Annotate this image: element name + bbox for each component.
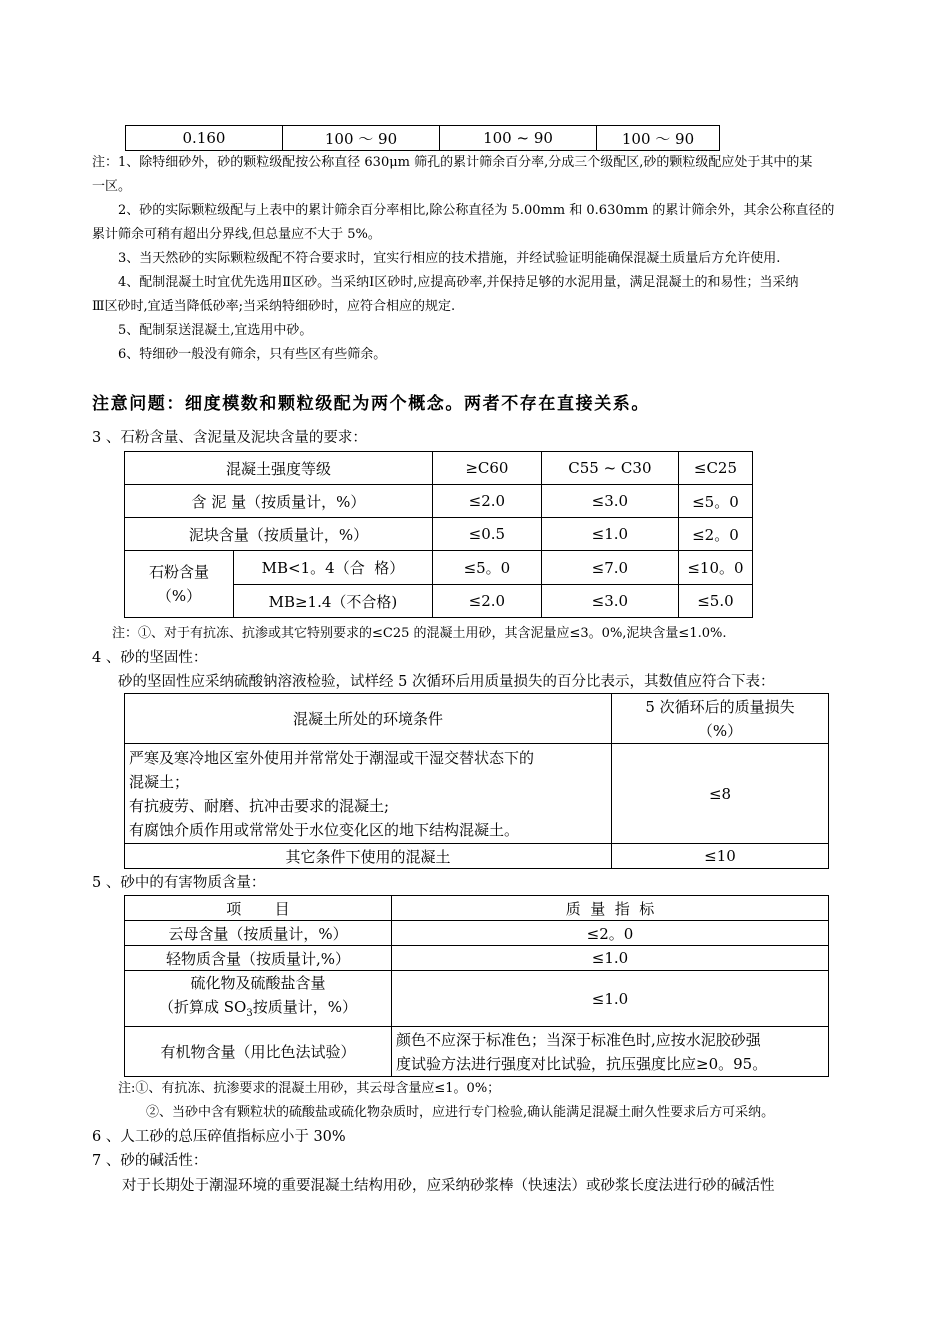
- table-row: [125, 694, 829, 744]
- env-line: 混凝土；: [129, 772, 190, 791]
- table-cell: ≤1.0: [392, 946, 829, 971]
- mud-label: 含 泥 量（按质量计，%）: [125, 485, 433, 518]
- harmful-substances-table: [124, 895, 829, 1077]
- sulfide-line: 硫化物及硫酸盐含量: [190, 974, 326, 992]
- table-row: [125, 551, 753, 585]
- note-line: 累计筛余可稍有超出分界线,但总量应不大于 5%。: [92, 227, 381, 242]
- sulfide-text-a: （折算成 SO: [159, 998, 247, 1016]
- stone-powder-unit: （%）: [156, 587, 202, 605]
- attention-heading: 注意问题：细度模数和颗粒级配为两个概念。两者不存在直接关系。: [92, 394, 650, 414]
- c55-c30-header: C55 ~ C30: [541, 452, 678, 485]
- table-cell: ≤1.0: [541, 518, 678, 551]
- table-cell: ≤2。0: [392, 921, 829, 946]
- section7-heading: 7 、砂的碱活性：: [92, 1153, 208, 1169]
- organic-label: 有机物含量（用比色法试验）: [125, 1027, 392, 1077]
- stone-powder-label-line: 石粉含量: [148, 563, 209, 581]
- table-row: [125, 1027, 829, 1077]
- note-line: 5、配制泵送混凝土,宜选用中砂。: [118, 323, 313, 338]
- sulfide-text-b: 按质量计，%）: [252, 998, 357, 1016]
- mb-fail-label: MB≥1.4（不合格): [234, 585, 433, 618]
- section3-note: 注：①、对于有抗冻、抗渗或其它特别要求的≤C25 的混凝土用砂，其含泥量应≤3。0%,泥块含量≤1.0%.: [112, 626, 727, 641]
- c60-header: ≥C60: [432, 452, 541, 485]
- env-line: 有抗疲劳、耐磨、抗冲击要求的混凝土;: [129, 796, 390, 815]
- table-cell: ≤0.5: [432, 518, 541, 551]
- mb-pass-label: MB<1。4（合 格）: [234, 551, 433, 585]
- organic-line: 度试验方法进行强度对比试验，抗压强度比应≥0。95。: [396, 1054, 768, 1073]
- organic-line: 颜色不应深于标准色；当深于标准色时,应按水泥胶砂强: [396, 1030, 761, 1049]
- loss-header: [612, 694, 829, 744]
- table-cell: ≤5。0: [432, 551, 541, 585]
- section5-note2: ②、当砂中含有颗粒状的硫酸盐或硫化物杂质时，应进行专门检验,确认能满足混凝土耐久性要求后方可采纳。: [146, 1105, 775, 1120]
- note-line: 6、特细砂一般没有筛余，只有些区有些筛余。: [118, 347, 387, 362]
- env-line: 严寒及寒冷地区室外使用并常常处于潮湿或干湿交替状态下的: [129, 748, 535, 767]
- sulfide-label: [125, 971, 392, 1027]
- sieve-size-cell: 0.160: [126, 126, 283, 151]
- table-cell: ≤3.0: [541, 585, 678, 618]
- table-row: [125, 844, 829, 869]
- table-row: [125, 971, 829, 1027]
- table-cell: ≤5。0: [678, 485, 752, 518]
- table-row: [125, 896, 829, 921]
- item-header: 项 目: [125, 896, 392, 921]
- table-cell: ≤7.0: [541, 551, 678, 585]
- table-cell: ≤10: [612, 844, 829, 869]
- grading-table: [125, 125, 720, 151]
- table-cell: ≤5.0: [678, 585, 752, 618]
- c25-header: ≤C25: [678, 452, 752, 485]
- grade-header: 混凝土强度等级: [125, 452, 433, 485]
- clay-lump-label: 泥块含量（按质量计，%）: [125, 518, 433, 551]
- light-matter-label: 轻物质含量（按质量计,%）: [125, 946, 392, 971]
- note-line: 注：1、除特细砂外，砂的颗粒级配按公称直径 630μm 筛孔的累计筛余百分率,分成三个级配区,砂的颗粒级配应处于其中的某: [92, 155, 813, 170]
- loss-header-line: 5 次循环后的质量损失: [645, 697, 795, 716]
- section5-heading: 5 、砂中的有害物质含量：: [92, 875, 266, 891]
- table-cell: ≤2。0: [678, 518, 752, 551]
- note-line: 2、砂的实际颗粒级配与上表中的累计筛余百分率相比,除公称直径为 5.00mm 和 0.630mm 的累计筛余外，其余公称直径的: [118, 203, 835, 218]
- section3-heading: 3 、石粉含量、含泥量及泥块含量的要求：: [92, 430, 367, 446]
- section4-intro: 砂的坚固性应采纳硫酸钠溶液检验，试样经 5 次循环后用质量损失的百分比表示，其数值应符合下表：: [118, 674, 775, 690]
- table-cell: ≤3.0: [541, 485, 678, 518]
- section5-note1: 注:①、有抗冻、抗渗要求的混凝土用砂，其云母含量应≤1。0%；: [118, 1081, 501, 1096]
- zone1-cell: 100 ～ 90: [283, 126, 440, 151]
- soundness-table: [124, 693, 829, 869]
- organic-value: [392, 1027, 829, 1077]
- severe-env-cell: [125, 744, 612, 844]
- table-row: [125, 518, 753, 551]
- section4-heading: 4 、砂的坚固性：: [92, 650, 208, 666]
- note-line: 3、当天然砂的实际颗粒级配不符合要求时，宜实行相应的技术措施，并经试验证明能确保混凝土质量后方允许使用.: [118, 251, 781, 266]
- note-line: 一区。: [92, 179, 132, 194]
- table-cell: ≤1.0: [392, 971, 829, 1027]
- other-env-cell: 其它条件下使用的混凝土: [125, 844, 612, 869]
- mud-content-table: [124, 451, 753, 618]
- note-line: 4、配制混凝土时宜优先选用Ⅱ区砂。当采纳Ⅰ区砂时,应提高砂率,并保持足够的水泥用量，满足混凝土的和易性；当采纳: [118, 275, 799, 290]
- sulfide-subscript: 3: [246, 1008, 253, 1019]
- sulfide-line-2: [129, 995, 387, 1026]
- notes-block: [92, 151, 892, 367]
- env-line: 有腐蚀介质作用或常常处于水位变化区的地下结构混凝土。: [129, 820, 520, 839]
- section6-heading: 6 、人工砂的总压碎值指标应小于 30%: [92, 1129, 346, 1145]
- table-cell: ≤2.0: [432, 585, 541, 618]
- table-cell: ≤8: [612, 744, 829, 844]
- table-row: [125, 452, 753, 485]
- section7-text: 对于长期处于潮湿环境的重要混凝土结构用砂，应采纳砂浆棒（快速法）或砂浆长度法进行砂的碱活性: [122, 1178, 775, 1194]
- mica-label: 云母含量（按质量计，%）: [125, 921, 392, 946]
- stone-powder-label: [125, 551, 234, 618]
- index-header: 质 量 指 标: [392, 896, 829, 921]
- table-cell: ≤10。0: [678, 551, 752, 585]
- table-cell: ≤2.0: [432, 485, 541, 518]
- zone3-cell: 100 ～ 90: [597, 126, 720, 151]
- table-row: [125, 921, 829, 946]
- env-header: 混凝土所处的环境条件: [125, 694, 612, 744]
- zone2-cell: 100 ~ 90: [440, 126, 597, 151]
- loss-header-unit: （%）: [697, 721, 743, 740]
- note-line: Ⅲ区砂时,宜适当降低砂率;当采纳特细砂时，应符合相应的规定.: [92, 299, 456, 314]
- table-row: [126, 126, 720, 151]
- table-row: [125, 485, 753, 518]
- table-row: [125, 946, 829, 971]
- table-row: [125, 744, 829, 844]
